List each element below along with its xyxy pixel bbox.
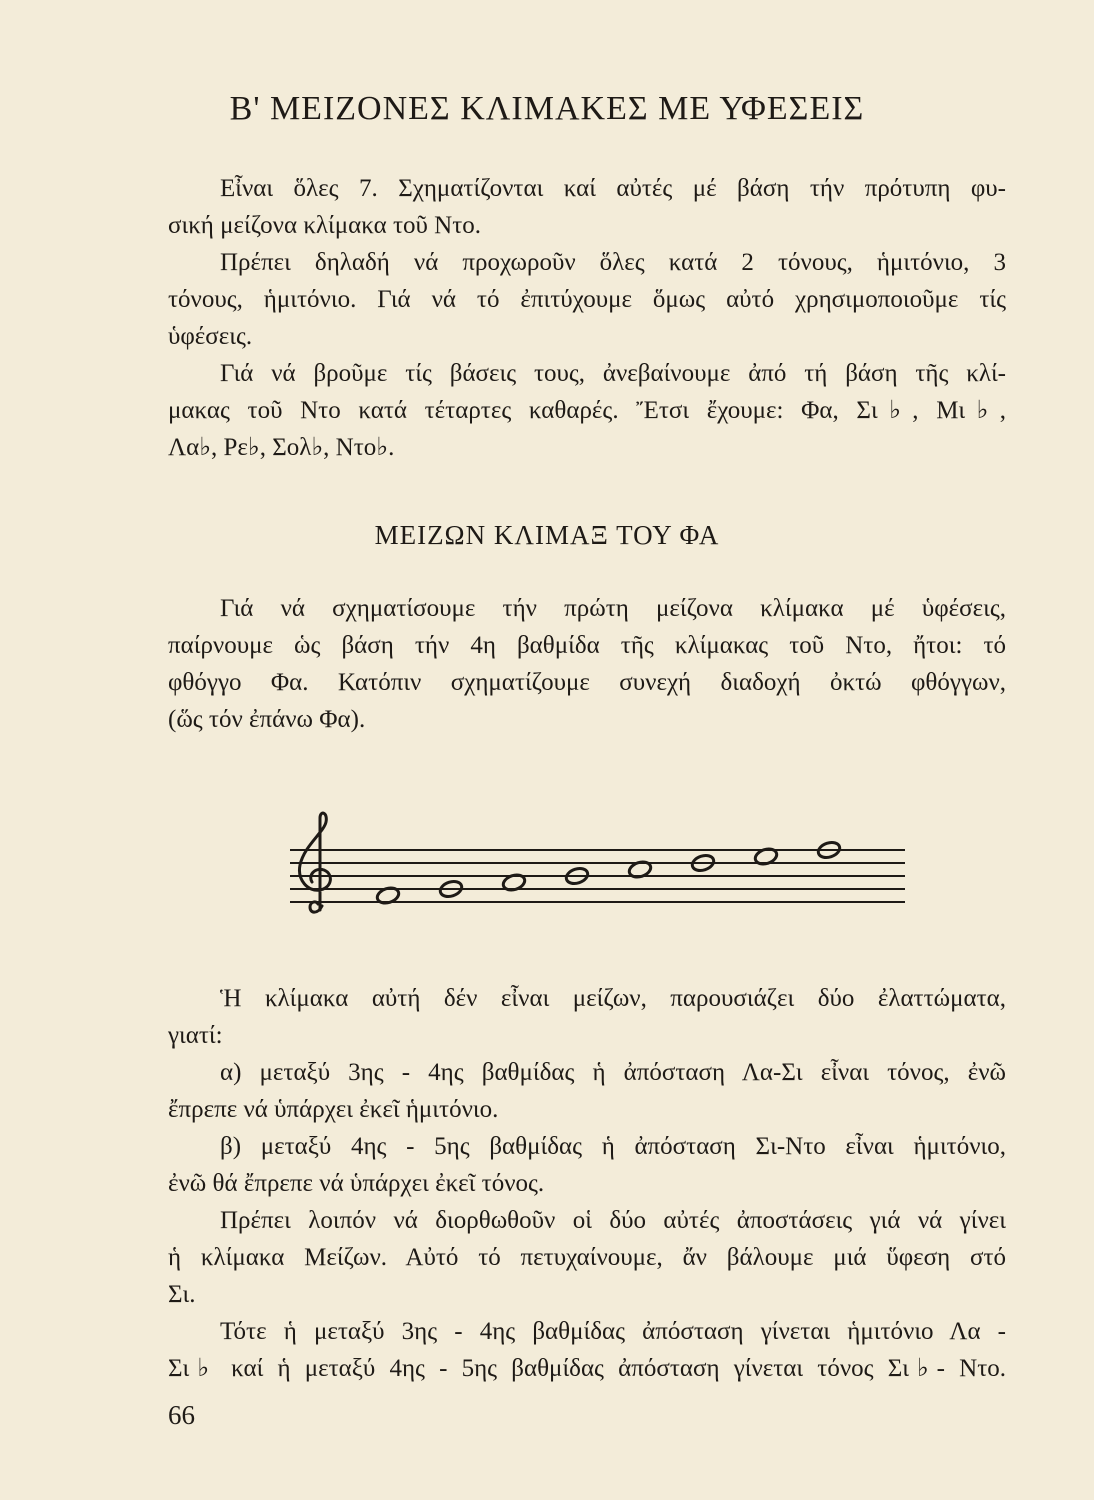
text-line: παίρνουμε ὡς βάση τήν 4η βαθμίδα τῆς κλίμακας τοῦ Ντο, ἤτοι: τό: [168, 632, 1006, 659]
text-line: ἐνῶ θά ἔπρεπε νά ὑπάρχει ἐκεῖ τόνος.: [168, 1170, 545, 1197]
text-line: (ὥς τόν ἐπάνω Φα).: [168, 706, 366, 733]
text-line: σική μείζονα κλίμακα τοῦ Ντο.: [168, 212, 482, 239]
text-line: Σι♭ καί ἡ μεταξύ 4ης - 5ης βαθμίδας ἀπόσταση γίνεται τόνος Σι♭- Ντο.: [168, 1355, 1006, 1382]
music-staff: [280, 810, 910, 920]
text-line: Πρέπει λοιπόν νά διορθωθοῦν οἱ δύο αὐτές ἀποστάσεις γιά νά γίνει: [220, 1207, 1006, 1234]
page-number: 66: [168, 1400, 195, 1430]
staff-lines: [290, 850, 905, 902]
intro-paragraphs: [168, 170, 1006, 466]
section-heading: Β' ΜΕΙΖΟΝΕΣ ΚΛΙΜΑΚΕΣ ΜΕ ΥΦΕΣΕΙΣ: [229, 90, 865, 127]
scale-subheading: ΜΕΙΖΩΝ ΚΛΙΜΑΞ ΤΟΥ ΦΑ: [374, 520, 720, 550]
text-line: Εἶναι ὅλες 7. Σχηματίζονται καί αὐτές μέ βάση τήν πρότυπη φυ-: [220, 175, 1006, 202]
text-line: Πρέπει δηλαδή νά προχωροῦν ὅλες κατά 2 τόνους, ἡμιτόνιο, 3: [220, 249, 1006, 276]
text-line: ὑφέσεις.: [168, 323, 253, 350]
analysis-paragraphs: [168, 980, 1006, 1387]
text-line: Ἡ κλίμακα αὐτή δέν εἶναι μείζων, παρουσιάζει δύο ἐλαττώματα,: [220, 985, 1006, 1012]
text-line: ἔπρεπε νά ὑπάρχει ἐκεῖ ἡμιτόνιο.: [168, 1096, 499, 1123]
text-line: τόνους, ἡμιτόνιο. Γιά νά τό ἐπιτύχουμε ὅμως αὐτό χρησιμοποιοῦμε τίς: [168, 286, 1006, 313]
text-line: μακας τοῦ Ντο κατά τέταρτες καθαρές. Ἔτσι ἔχουμε: Φα, Σι♭, Μι♭,: [168, 397, 1006, 424]
text-line: φθόγγο Φα. Κατόπιν σχηματίζουμε συνεχή διαδοχή ὀκτώ φθόγγων,: [168, 669, 1006, 696]
text-line: Λα♭, Ρε♭, Σολ♭, Ντο♭.: [168, 434, 395, 461]
text-line: β) μεταξύ 4ης - 5ης βαθμίδας ἡ ἀπόσταση Σι-Ντο εἶναι ἡμιτόνιο,: [220, 1133, 1006, 1160]
text-line: ἡ κλίμακα Μείζων. Αὐτό τό πετυχαίνουμε, ἄν βάλουμε μιά ὕφεση στό: [168, 1244, 1006, 1271]
text-line: Γιά νά βροῦμε τίς βάσεις τους, ἀνεβαίνουμε ἀπό τή βάση τῆς κλί-: [220, 360, 1006, 387]
text-line: α) μεταξύ 3ης - 4ης βαθμίδας ἡ ἀπόσταση Λα-Σι εἶναι τόνος, ἐνῶ: [220, 1059, 1006, 1086]
text-line: γιατί:: [168, 1022, 223, 1049]
text-line: Σι.: [168, 1281, 196, 1308]
text-line: Γιά νά σχηματίσουμε τήν πρώτη μείζονα κλίμακα μέ ὑφέσεις,: [220, 595, 1006, 622]
text-line: Τότε ἡ μεταξύ 3ης - 4ης βαθμίδας ἀπόσταση γίνεται ἡμιτόνιο Λα -: [220, 1318, 1006, 1345]
method-paragraph: [168, 590, 1006, 738]
